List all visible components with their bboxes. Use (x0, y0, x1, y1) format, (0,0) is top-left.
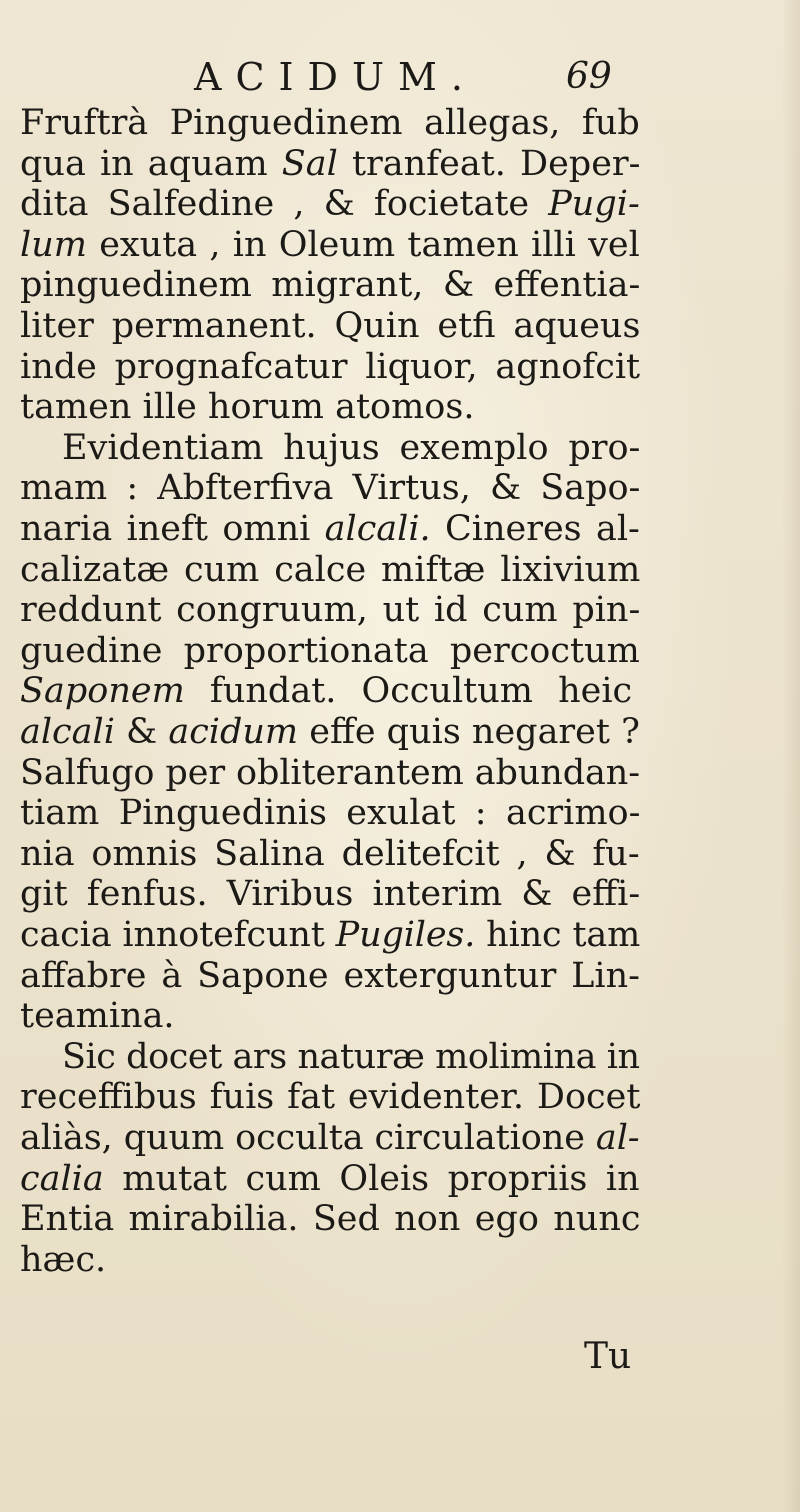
italic-run: alcali (20, 712, 115, 752)
text-run: hinc tam (475, 915, 641, 955)
text-line (20, 993, 175, 1039)
text-line (20, 262, 640, 308)
text-run: cacia innotefcunt (20, 915, 336, 955)
text-run: tranfeat. Deper- (337, 143, 641, 184)
italic-run: Saponem (20, 671, 185, 712)
text-line (20, 222, 640, 268)
text-line (20, 465, 640, 511)
text-line (20, 668, 632, 714)
text-line (20, 1196, 640, 1242)
italic-run: lum (20, 224, 87, 265)
text-line (20, 181, 640, 227)
text-line (20, 384, 474, 430)
text-line (20, 1237, 106, 1283)
text-run: exuta , in Oleum tamen illi vel (86, 224, 640, 265)
text-run: Cineres al- (430, 509, 640, 549)
text-run: inde prognafcatur liquor, agnofcit (20, 346, 641, 387)
text-run: fundat. Occultum heic (184, 671, 633, 712)
text-line (20, 953, 640, 999)
text-line (20, 100, 640, 146)
text-line (20, 790, 640, 836)
text-run: mutat cum Oleis propriis in (103, 1158, 640, 1199)
text-line (20, 709, 640, 755)
page-edge-shade (782, 0, 800, 1512)
text-line (62, 1034, 640, 1080)
text-run: nia omnis Salina delitefcit , & fu- (20, 833, 640, 874)
text-line (20, 547, 640, 593)
text-run: liter permanent. Quin etfi aqueus (20, 306, 641, 346)
text-run: mam : Abfterfiva Virtus, & Sapo- (20, 468, 641, 509)
text-run: qua in aquam (20, 143, 282, 184)
text-run: naria ineft omni (20, 509, 325, 549)
catchword: Tu (584, 1336, 632, 1377)
italic-run: Sal (281, 143, 338, 184)
text-line (20, 831, 640, 877)
text-run: tamen ille horum atomos. (20, 387, 475, 428)
text-line (20, 587, 640, 633)
text-run: pinguedinem migrant, & effentia- (20, 265, 641, 306)
text-line (20, 141, 640, 187)
text-run: & (114, 712, 169, 752)
italic-run: calia (20, 1158, 104, 1199)
page-number: 69 (566, 56, 612, 97)
italic-run: Pugi- (548, 184, 640, 225)
text-line (20, 1074, 640, 1120)
text-run: reddunt congruum, ut id cum pin- (20, 590, 641, 631)
text-run: Evidentiam hujus exemplo pro- (62, 427, 641, 468)
text-line (20, 912, 640, 958)
text-run: Salfugo per obliterantem abundan- (20, 752, 640, 793)
text-run: hæc. (20, 1239, 107, 1280)
text-run: calizatæ cum calce miftæ lixivium (20, 549, 641, 590)
text-run: tiam Pinguedinis exulat : acrimo- (20, 793, 641, 834)
text-line (62, 425, 640, 471)
text-run: teamina. (20, 996, 175, 1037)
text-run: aliàs, quum occulta circulatione (20, 1118, 596, 1158)
italic-run: Pugiles. (335, 915, 476, 955)
text-run: git fenfus. Viribus interim & effi- (20, 874, 641, 915)
text-run: affabre à Sapone exterguntur Lin- (20, 955, 640, 996)
text-run: receffibus fuis fat evidenter. Docet (20, 1077, 641, 1118)
text-run: effe quis negaret ? (298, 712, 640, 752)
text-line (20, 303, 640, 349)
text-line (20, 506, 640, 552)
running-title: ACIDUM. (194, 55, 478, 99)
italic-run: acidum (168, 712, 299, 752)
text-line (20, 628, 640, 674)
text-run: guedine proportionata percoctum (20, 630, 640, 671)
italic-run: al- (595, 1118, 640, 1158)
text-line (20, 1156, 640, 1202)
text-run: Fruftrà Pinguedinem allegas, fub (20, 103, 640, 143)
text-line (20, 1115, 640, 1161)
text-run: Sic docet ars naturæ molimina in (62, 1036, 640, 1077)
text-run: dita Salfedine , & focietate (20, 184, 549, 225)
italic-run: alcali. (324, 509, 431, 549)
text-line (20, 750, 640, 796)
text-line (20, 871, 640, 917)
text-run: Entia mirabilia. Sed non ego nunc (20, 1199, 641, 1240)
text-line (20, 344, 640, 390)
